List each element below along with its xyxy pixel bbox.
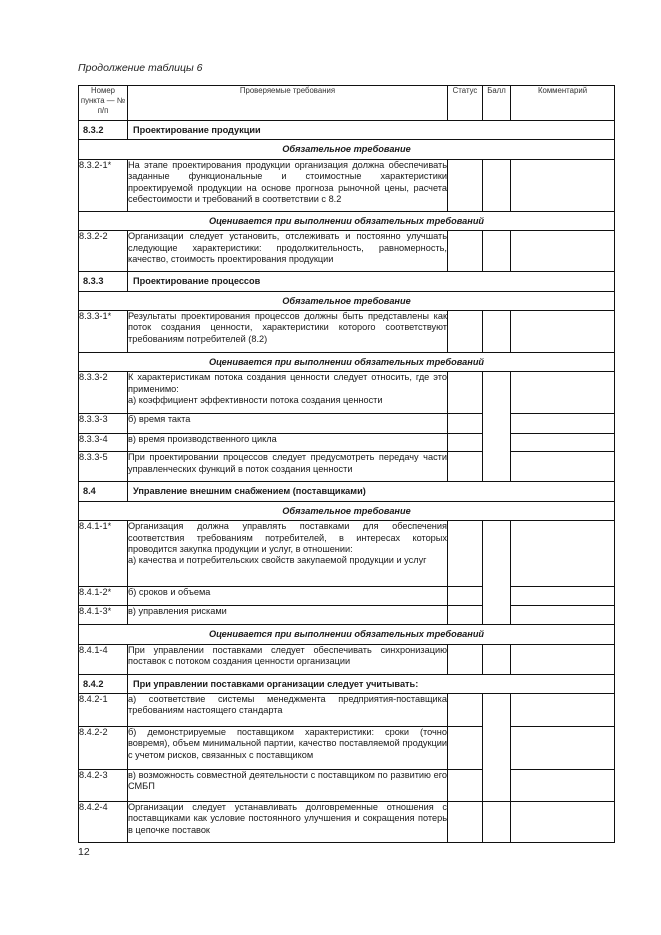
- section-title: Управление внешним снабжением (поставщиками): [128, 482, 615, 501]
- score-cell-merged[interactable]: [483, 694, 511, 802]
- header-status: Статус: [448, 86, 483, 121]
- table-row: [79, 452, 615, 482]
- table-row: [79, 802, 615, 843]
- table-caption: Продолжение таблицы 6: [78, 62, 203, 74]
- item-requirement: При управлении поставками следует обеспечивать синхронизацию поставок с потоком создания ценности организации: [128, 644, 448, 674]
- item-requirement: а) соответствие системы менеджмента предприятия-поставщика требованиям настоящего стандарта: [128, 694, 448, 727]
- item-number: 8.3.3-1*: [79, 311, 128, 353]
- status-cell[interactable]: [448, 159, 483, 211]
- item-requirement: в) возможность совместной деятельности с поставщиком по развитию его СМБП: [128, 770, 448, 802]
- page-number: 12: [78, 846, 90, 858]
- table-row: [79, 770, 615, 802]
- table-row: [79, 372, 615, 414]
- section-row: [79, 674, 615, 693]
- item-number: 8.3.2-2: [79, 231, 128, 272]
- item-number: 8.4.1-2*: [79, 587, 128, 606]
- item-requirement: в) управления рисками: [128, 606, 448, 625]
- item-requirement: [128, 372, 448, 414]
- comment-cell[interactable]: [511, 452, 615, 482]
- header-comment: Комментарий: [511, 86, 615, 121]
- header-requirement: Проверяемые требования: [128, 86, 448, 121]
- section-number: 8.3.3: [79, 272, 128, 291]
- status-cell[interactable]: [448, 587, 483, 606]
- comment-cell[interactable]: [511, 434, 615, 452]
- item-number: 8.3.3-5: [79, 452, 128, 482]
- subheading-evaluated: Оценивается при выполнении обязательных требований: [79, 353, 615, 372]
- section-title: Проектирование процессов: [128, 272, 615, 291]
- item-requirement: На этапе проектирования продукции организация должна обеспечивать заданные функциональные и стоимостные характеристики проектируемой продукции на основе прогноза рыночной цены, расчета себестоимости и требований в соответствии с 8.2: [128, 159, 448, 211]
- comment-cell[interactable]: [511, 231, 615, 272]
- status-cell[interactable]: [448, 414, 483, 434]
- status-cell[interactable]: [448, 802, 483, 843]
- status-cell[interactable]: [448, 727, 483, 770]
- section-number: 8.3.2: [79, 121, 128, 140]
- status-cell[interactable]: [448, 231, 483, 272]
- item-requirement: При проектировании процессов следует предусмотреть передачу части управленческих функций в поток создания ценности: [128, 452, 448, 482]
- subheading-row: [79, 353, 615, 372]
- subheading-mandatory: Обязательное требование: [79, 140, 615, 159]
- status-cell[interactable]: [448, 311, 483, 353]
- score-cell-merged[interactable]: [483, 521, 511, 625]
- comment-cell[interactable]: [511, 727, 615, 770]
- status-cell[interactable]: [448, 694, 483, 727]
- comment-cell[interactable]: [511, 644, 615, 674]
- item-requirement: [128, 521, 448, 587]
- table-row: [79, 159, 615, 211]
- item-requirement-subitem: а) качества и потребительских свойств закупаемой продукции и услуг: [128, 555, 427, 566]
- item-number: 8.3.2-1*: [79, 159, 128, 211]
- item-requirement: в) время производственного цикла: [128, 434, 448, 452]
- item-number: 8.4.1-3*: [79, 606, 128, 625]
- comment-cell[interactable]: [511, 372, 615, 414]
- item-number: 8.4.2-1: [79, 694, 128, 727]
- subheading-row: [79, 211, 615, 230]
- status-cell[interactable]: [448, 372, 483, 414]
- requirements-table: [78, 85, 615, 843]
- table-row: [79, 231, 615, 272]
- table-row: [79, 644, 615, 674]
- comment-cell[interactable]: [511, 770, 615, 802]
- score-cell[interactable]: [483, 231, 511, 272]
- subheading-evaluated: Оценивается при выполнении обязательных требований: [79, 211, 615, 230]
- item-number: 8.4.1-1*: [79, 521, 128, 587]
- score-cell[interactable]: [483, 159, 511, 211]
- section-title: При управлении поставками организации следует учитывать:: [128, 674, 615, 693]
- item-requirement-subitem: а) коэффициент эффективности потока создания ценности: [128, 395, 383, 406]
- subheading-mandatory: Обязательное требование: [79, 501, 615, 520]
- status-cell[interactable]: [448, 521, 483, 587]
- item-number: 8.4.2-2: [79, 727, 128, 770]
- item-number: 8.3.3-3: [79, 414, 128, 434]
- item-number: 8.3.3-2: [79, 372, 128, 414]
- table-row: [79, 521, 615, 587]
- table-row: [79, 587, 615, 606]
- table-row: [79, 606, 615, 625]
- comment-cell[interactable]: [511, 802, 615, 843]
- subheading-mandatory: Обязательное требование: [79, 291, 615, 310]
- score-cell-merged[interactable]: [483, 372, 511, 482]
- section-number: 8.4.2: [79, 674, 128, 693]
- item-requirement-intro: К характеристикам потока создания ценности следует относить, где это применимо:: [128, 372, 447, 394]
- header-number: Номер пункта — № п/п: [79, 86, 128, 121]
- section-title: Проектирование продукции: [128, 121, 615, 140]
- score-cell[interactable]: [483, 644, 511, 674]
- section-row: [79, 272, 615, 291]
- item-number: 8.4.1-4: [79, 644, 128, 674]
- comment-cell[interactable]: [511, 311, 615, 353]
- table-row: [79, 414, 615, 434]
- subheading-row: [79, 625, 615, 644]
- comment-cell[interactable]: [511, 159, 615, 211]
- table-header-row: [79, 86, 615, 121]
- subheading-row: [79, 501, 615, 520]
- status-cell[interactable]: [448, 770, 483, 802]
- item-requirement-intro: Организация должна управлять поставками для обеспечения соответствия требованиям потребителей, в интересах которых проводится закупка продукции и услуг, в отношении:: [128, 521, 447, 555]
- subheading-evaluated: Оценивается при выполнении обязательных требований: [79, 625, 615, 644]
- item-number: 8.3.3-4: [79, 434, 128, 452]
- comment-cell[interactable]: [511, 587, 615, 606]
- item-requirement: Организации следует установить, отслеживать и постоянно улучшать следующие характеристики: продолжительность, равномерность, качество, стоимость проектирования продукции: [128, 231, 448, 272]
- table-row: [79, 434, 615, 452]
- subheading-row: [79, 291, 615, 310]
- item-requirement: б) демонстрируемые поставщиком характеристики: сроки (точно вовремя), объем минимальной партии, качество поставляемой продукции с учетом рисков, связанных с поставщиком: [128, 727, 448, 770]
- status-cell[interactable]: [448, 606, 483, 625]
- table-row: [79, 694, 615, 727]
- comment-cell[interactable]: [511, 521, 615, 587]
- subheading-row: [79, 140, 615, 159]
- item-number: 8.4.2-3: [79, 770, 128, 802]
- table-row: [79, 311, 615, 353]
- item-requirement: Организации следует устанавливать долговременные отношения с поставщиками как условие постоянного улучшения и сокращения потерь в цепочке поставок: [128, 802, 448, 843]
- table-row: [79, 727, 615, 770]
- item-requirement: б) сроков и объема: [128, 587, 448, 606]
- score-cell[interactable]: [483, 802, 511, 843]
- section-number: 8.4: [79, 482, 128, 501]
- section-row: [79, 482, 615, 501]
- status-cell[interactable]: [448, 434, 483, 452]
- score-cell[interactable]: [483, 311, 511, 353]
- item-requirement: б) время такта: [128, 414, 448, 434]
- comment-cell[interactable]: [511, 694, 615, 727]
- status-cell[interactable]: [448, 452, 483, 482]
- status-cell[interactable]: [448, 644, 483, 674]
- item-requirement: Результаты проектирования процессов должны быть представлены как поток создания ценности, характеристики которого соответствуют требованиям потребителей (8.2): [128, 311, 448, 353]
- comment-cell[interactable]: [511, 414, 615, 434]
- item-number: 8.4.2-4: [79, 802, 128, 843]
- comment-cell[interactable]: [511, 606, 615, 625]
- header-score: Балл: [483, 86, 511, 121]
- section-row: [79, 121, 615, 140]
